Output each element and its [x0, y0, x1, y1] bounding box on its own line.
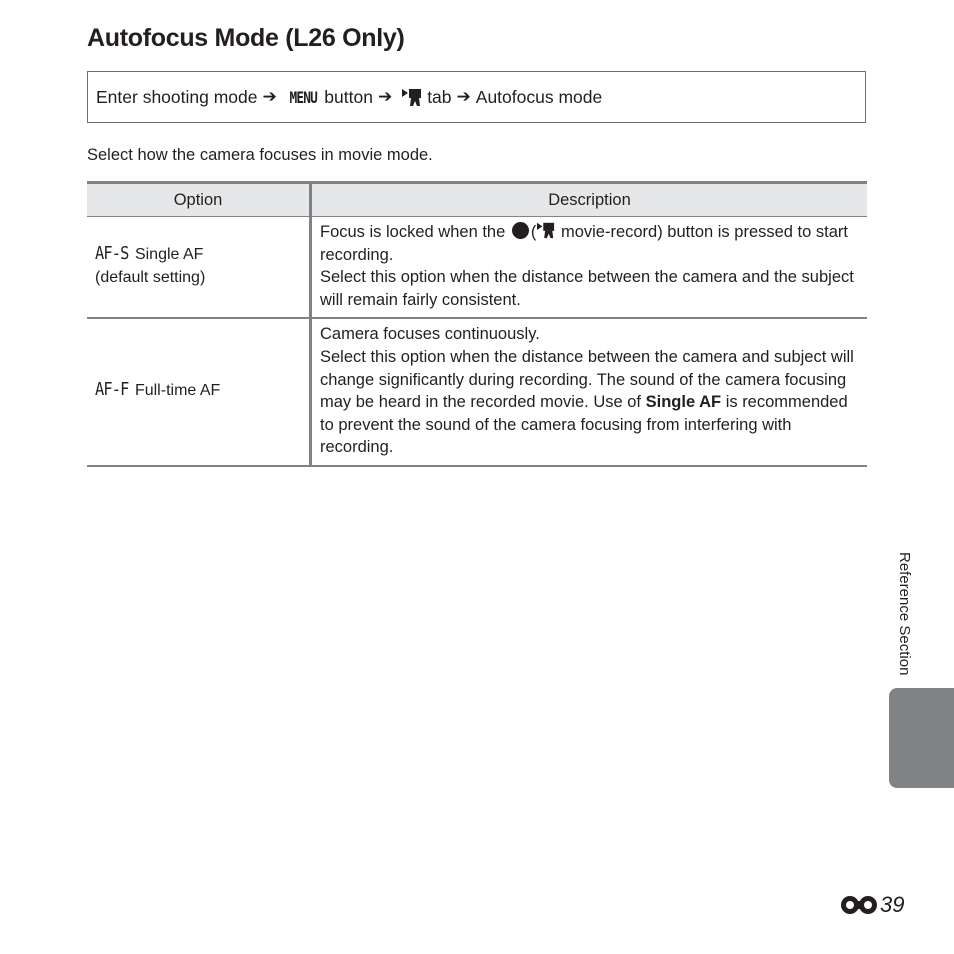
description-text: Select this option when the distance between the camera and subject will change significantly during recording. The sound of the camera focusing may be heard in the recorded movie. Use of: [320, 347, 854, 412]
description-cell: [311, 318, 868, 466]
column-header-option: Option: [87, 183, 311, 217]
reference-book-icon: [840, 893, 878, 917]
table-row: [87, 318, 867, 466]
af-f-icon: AF-F: [95, 379, 129, 401]
menu-button-icon: MENU: [289, 87, 317, 107]
arrow-right-icon: ➔: [262, 87, 277, 106]
arrow-right-icon: ➔: [456, 87, 471, 106]
description-bold-text: Single AF: [645, 393, 722, 412]
menu-path-step-shooting: Enter shooting mode: [96, 86, 258, 107]
table-header-row: [87, 183, 867, 217]
menu-path-step-button: button: [324, 86, 373, 107]
description-text: Camera focuses continuously.: [320, 325, 540, 344]
description-text: is recommended to prevent the sound of the camera focusing from interfering with recording.: [320, 393, 848, 457]
section-side-label: Reference Section: [896, 552, 913, 676]
table-row: [87, 217, 867, 319]
menu-path-step-autofocus: Autofocus mode: [475, 86, 603, 107]
movie-icon: [536, 221, 556, 239]
options-table: [87, 181, 867, 467]
page-number-text: 39: [880, 892, 905, 917]
column-header-description: Description: [311, 183, 868, 217]
option-note: (default setting): [95, 269, 206, 287]
description-text: Focus is locked when the: [320, 223, 506, 241]
section-tab: [889, 688, 954, 788]
description-text: Select this option when the distance between the camera and the subject will remain fairly consistent.: [320, 268, 854, 309]
page-title: Autofocus Mode (L26 Only): [87, 24, 405, 52]
description-cell: Focus is locked when the ( movie-record) button is pressed to start recording. Select this option when the distance between the camera and the subject will remain fairly consistent.: [311, 217, 868, 319]
option-label: Full-time AF: [134, 382, 221, 400]
page-number: [840, 892, 904, 918]
menu-path-box: [87, 71, 866, 123]
intro-text: Select how the camera focuses in movie mode.: [87, 146, 433, 164]
record-button-icon: [512, 222, 529, 239]
option-cell: [87, 318, 311, 466]
option-label: Single AF: [134, 245, 204, 263]
arrow-right-icon: ➔: [377, 87, 393, 106]
af-s-icon: AF-S: [95, 242, 129, 264]
movie-tab-icon: [401, 86, 423, 108]
description-text: movie-record) button is pressed to start recording.: [320, 223, 848, 264]
option-cell: [87, 217, 311, 319]
menu-path-step-tab: tab: [427, 86, 452, 107]
